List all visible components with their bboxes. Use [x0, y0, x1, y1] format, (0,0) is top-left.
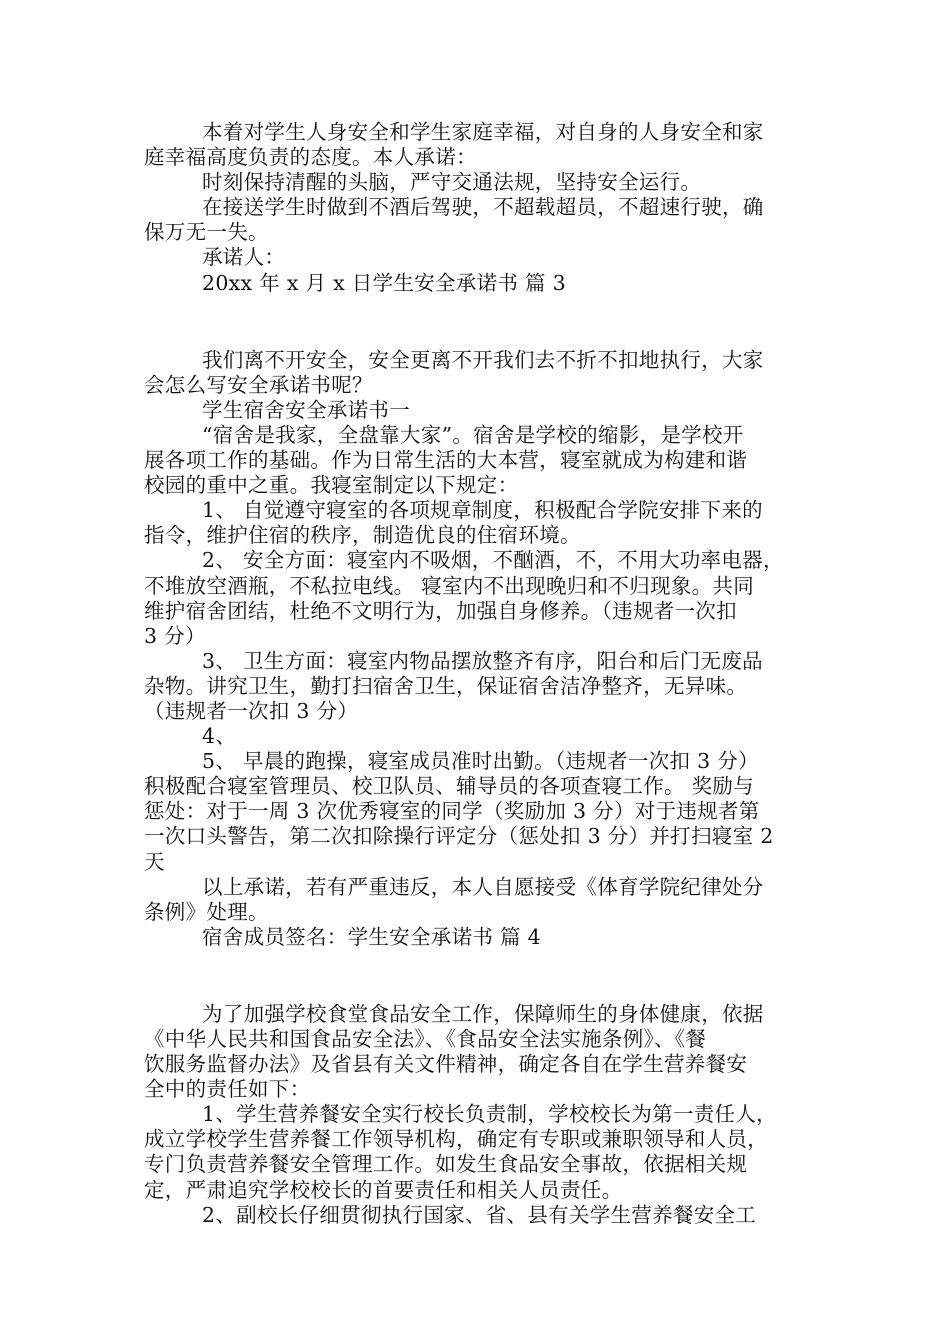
paragraph-line: 会怎么写安全承诺书呢？	[144, 372, 373, 397]
rule-item: 5、 早晨的跑操，寝室成员准时出勤。（违规者一次扣 3 分）	[202, 749, 759, 774]
rule-item: 1、 自觉遵守寝室的各项规章制度，积极配合学院安排下来的	[202, 498, 763, 523]
paragraph-line: 成立学校学生营养餐工作领导机构，确定有专职或兼职领导和人员，	[144, 1127, 768, 1152]
paragraph-line: 不堆放空酒瓶，不私拉电线。 寝室内不出现晚归和不归现象。共同	[144, 573, 755, 598]
rule-item: 3、 卫生方面：寝室内物品摆放整齐有序，阳台和后门无废品	[202, 648, 763, 673]
paragraph-line: 庭幸福高度负责的态度。本人承诺：	[144, 145, 477, 170]
rule-item: 1、学生营养餐安全实行校长负责制，学校校长为第一责任人，	[202, 1102, 777, 1127]
paragraph-line: 在接送学生时做到不酒后驾驶，不超载超员，不超速行驶，确	[202, 195, 764, 220]
paragraph-line: 专门负责营养餐安全管理工作。如发生食品安全事故，依据相关规	[144, 1152, 748, 1177]
paragraph-line: 为了加强学校食堂食品安全工作，保障师生的身体健康，依据	[202, 1001, 764, 1026]
paragraph-line: 维护宿舍团结，杜绝不文明行为，加强自身修养。（违规者一次扣	[144, 598, 737, 623]
paragraph-line: （违规者一次扣 3 分）	[144, 698, 359, 723]
paragraph-line: 定，严肃追究学校校长的首要责任和相关人员责任。	[144, 1177, 623, 1202]
paragraph-line: 展各项工作的基础。作为日常生活的大本营，寝室就成为构建和谐	[144, 448, 748, 473]
subheading: 学生宿舍安全承诺书一	[202, 397, 410, 422]
paragraph-line: 保万无一失。	[144, 220, 269, 245]
paragraph-line: 校园的重中之重。我寝室制定以下规定：	[144, 473, 519, 498]
paragraph-line: 以上承诺，若有严重违反，本人自愿接受《体育学院纪律处分	[202, 874, 764, 899]
document-body	[144, 120, 809, 1228]
paragraph-line: 惩处：对于一周 3 次优秀寝室的同学（奖励加 3 分）对于违规者第	[144, 799, 760, 824]
section-dorm-pledge	[144, 348, 809, 950]
section-driver-pledge	[144, 120, 809, 296]
section-spacer	[144, 950, 809, 1002]
paragraph-line: 3 分）	[144, 623, 206, 648]
paragraph-line: 一次口头警告，第二次扣除操行评定分（惩处扣 3 分）并打扫寝室 2	[144, 824, 774, 849]
paragraph-line: 积极配合寝室管理员、校卫队员、辅导员的各项查寝工作。 奖励与	[144, 774, 755, 799]
paragraph-line: 《中华人民共和国食品安全法》、《食品安全法实施条例》、《餐	[144, 1027, 707, 1051]
rule-item: 2、 安全方面：寝室内不吸烟，不酗酒，不，不用大功率电器，	[202, 548, 784, 573]
paragraph-line: 饮服务监督办法》及省县有关文件精神，确定各自在学生营养餐安	[144, 1052, 748, 1077]
paragraph-line: 指令，维护住宿的秩序，制造优良的住宿环境。	[144, 523, 581, 548]
rule-item: 2、副校长仔细贯彻执行国家、省、县有关学生营养餐安全工	[202, 1202, 757, 1227]
paragraph-line: 我们离不开安全，安全更离不开我们去不折不扣地执行，大家	[202, 347, 764, 372]
paragraph-line: 全中的责任如下：	[144, 1077, 311, 1102]
rule-item: 4、	[202, 724, 237, 749]
section-heading: 20xx 年 x 月 x 日学生安全承诺书 篇 3	[202, 270, 566, 295]
section-heading: 宿舍成员签名：学生安全承诺书 篇 4	[202, 924, 541, 949]
section-spacer	[144, 296, 809, 348]
paragraph-line: 杂物。讲究卫生，勤打扫宿舍卫生，保证宿舍洁净整齐，无异味。	[144, 673, 748, 698]
signature-label: 承诺人：	[202, 245, 286, 270]
paragraph-line: 天	[144, 849, 165, 874]
paragraph-line: 本着对学生人身安全和学生家庭幸福，对自身的人身安全和家	[202, 120, 764, 144]
section-food-safety-pledge	[144, 1002, 809, 1228]
paragraph-line: “宿舍是我家，全盘靠大家”。宿舍是学校的缩影，是学校开	[202, 422, 744, 447]
paragraph-line: 时刻保持清醒的头脑，严守交通法规，坚持安全运行。	[202, 170, 702, 195]
paragraph-line: 条例》处理。	[144, 899, 269, 924]
